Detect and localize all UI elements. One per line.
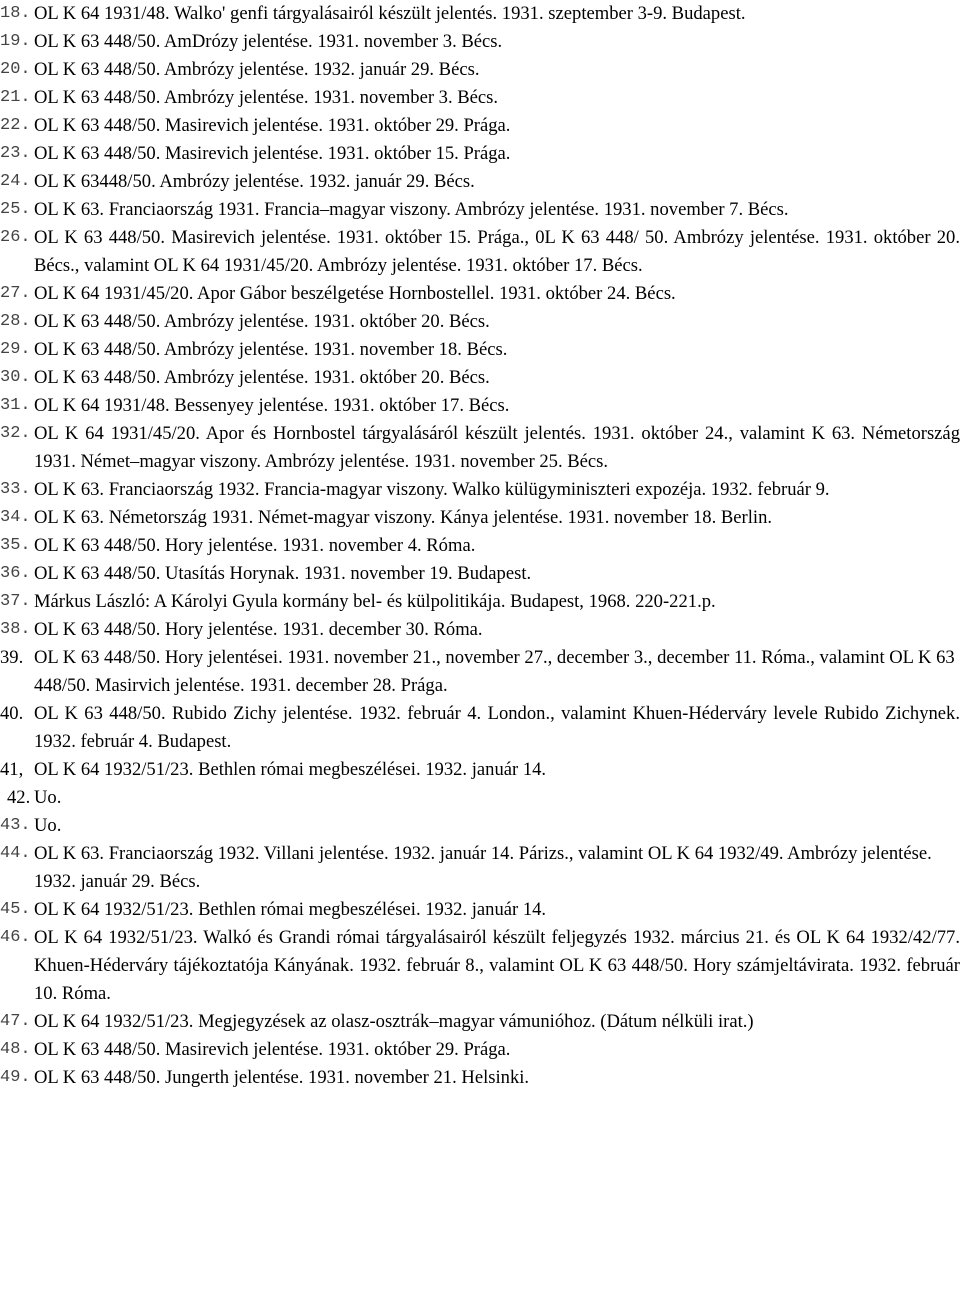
footnote-number: 45. xyxy=(0,900,31,919)
footnote-item xyxy=(0,560,960,588)
footnote-text: OL K 63 448/50. AmDrózy jelentése. 1931. november 3. Bécs. xyxy=(34,31,503,52)
footnote-item xyxy=(0,1064,960,1092)
footnote-number: 29. xyxy=(0,340,31,359)
footnote-number: 40. xyxy=(0,703,24,724)
footnote-item xyxy=(0,56,960,84)
footnote-number: 39. xyxy=(0,647,24,668)
footnote-number: 23. xyxy=(0,144,31,163)
footnote-text: OL K 63 448/50. Hory jelentése. 1931. december 30. Róma. xyxy=(34,619,483,640)
footnote-text: OL K 64 1932/51/23. Bethlen római megbeszélései. 1932. január 14. xyxy=(34,759,547,780)
footnote-number: 18. xyxy=(0,4,31,23)
footnote-number: 25. xyxy=(0,200,31,219)
footnote-item xyxy=(0,1008,960,1036)
footnote-item xyxy=(0,840,960,896)
footnote-item xyxy=(0,896,960,924)
footnote-text: OL K 63 448/50. Masirevich jelentése. 1931. október 29. Prága. xyxy=(34,115,511,136)
footnote-number: 20. xyxy=(0,60,31,79)
footnote-item xyxy=(0,588,960,616)
footnote-item xyxy=(0,504,960,532)
footnote-item xyxy=(0,224,960,280)
footnote-text: OL K 63. Franciaország 1931. Francia–magyar viszony. Ambrózy jelentése. 1931. november 7. Bécs. xyxy=(34,199,789,220)
footnote-text: OL K 63 448/50. Ambrózy jelentése. 1931. november 18. Bécs. xyxy=(34,339,508,360)
footnote-item xyxy=(0,420,960,476)
footnote-item xyxy=(0,280,960,308)
footnote-number: 21. xyxy=(0,88,31,107)
footnote-number: 28. xyxy=(0,312,31,331)
footnote-item xyxy=(0,812,960,840)
footnote-text: OL K 63448/50. Ambrózy jelentése. 1932. január 29. Bécs. xyxy=(34,171,475,192)
footnote-number: 46. xyxy=(0,928,31,947)
footnote-item xyxy=(0,140,960,168)
footnote-text: OL K 64 1932/51/23. Walkó és Grandi római tárgyalásairól készült feljegyzés 1932. március 21. és OL K 64 1932/42/77. Khuen-Héderváry tájékoztatója Kányának. 1932. február 8., valamint OL K 63 448/50. Hory számjeltávirata. 1932. február 10. Róma. xyxy=(34,927,960,1004)
footnote-text: OL K 63 448/50. Hory jelentései. 1931. november 21., november 27., december 3., december 11. Róma., valamint OL K 63 448/50. Masirvich jelentése. 1931. december 28. Prága. xyxy=(34,647,955,696)
footnote-item xyxy=(0,0,960,28)
footnote-text: OL K 63. Franciaország 1932. Francia-magyar viszony. Walko külügyminiszteri expozéja. 1932. február 9. xyxy=(34,479,830,500)
footnote-text: OL K 64 1931/48. Walko' genfi tárgyalásairól készült jelentés. 1931. szeptember 3-9. Budapest. xyxy=(34,3,746,24)
footnote-number: 33. xyxy=(0,480,31,499)
footnote-number: 44. xyxy=(0,844,31,863)
footnote-text: OL K 64 1931/48. Bessenyey jelentése. 1931. október 17. Bécs. xyxy=(34,395,510,416)
footnote-number: 30. xyxy=(0,368,31,387)
footnote-item xyxy=(0,700,960,756)
footnote-number: 34. xyxy=(0,508,31,527)
footnote-text: Uo. xyxy=(34,787,62,808)
footnote-text: OL K 63 448/50. Ambrózy jelentése. 1931. október 20. Bécs. xyxy=(34,367,490,388)
footnote-text: OL K 63 448/50. Hory jelentése. 1931. november 4. Róma. xyxy=(34,535,476,556)
footnote-number: 42. xyxy=(7,787,31,808)
footnote-number: 36. xyxy=(0,564,31,583)
footnote-item xyxy=(0,476,960,504)
footnote-text: OL K 64 1931/45/20. Apor Gábor beszélgetése Hornbostellel. 1931. október 24. Bécs. xyxy=(34,283,676,304)
footnote-item xyxy=(0,644,960,700)
footnote-number: 41, xyxy=(0,759,24,780)
footnote-number: 49. xyxy=(0,1068,31,1087)
footnote-number: 22. xyxy=(0,116,31,135)
footnote-item xyxy=(0,28,960,56)
footnote-number: 47. xyxy=(0,1012,31,1031)
footnote-text: OL K 63 448/50. Masirevich jelentése. 1931. október 15. Prága., 0L K 63 448/ 50. Ambrózy jelentése. 1931. október 20. Bécs., valamint OL K 64 1931/45/20. Ambrózy jelentése. 1931. október 17. Bécs. xyxy=(34,227,960,276)
footnote-item xyxy=(0,308,960,336)
footnote-item xyxy=(0,112,960,140)
footnote-item xyxy=(0,336,960,364)
footnote-number: 31. xyxy=(0,396,31,415)
footnote-number: 37. xyxy=(0,592,31,611)
footnote-item xyxy=(0,168,960,196)
footnote-text: OL K 63 448/50. Masirevich jelentése. 1931. október 29. Prága. xyxy=(34,1039,511,1060)
footnote-text: OL K 63 448/50. Utasítás Horynak. 1931. november 19. Budapest. xyxy=(34,563,532,584)
footnote-text: Uo. xyxy=(34,815,62,836)
footnote-item xyxy=(0,532,960,560)
footnote-item xyxy=(0,1036,960,1064)
footnote-number: 27. xyxy=(0,284,31,303)
footnote-item xyxy=(0,84,960,112)
footnote-item xyxy=(0,756,960,784)
footnote-item xyxy=(0,616,960,644)
footnote-item xyxy=(0,784,960,812)
footnote-item xyxy=(0,196,960,224)
footnote-number: 24. xyxy=(0,172,31,191)
footnote-text: OL K 63 448/50. Ambrózy jelentése. 1932. január 29. Bécs. xyxy=(34,59,480,80)
footnote-text: OL K 63 448/50. Ambrózy jelentése. 1931. október 20. Bécs. xyxy=(34,311,490,332)
footnote-number: 32. xyxy=(0,424,31,443)
footnote-item xyxy=(0,924,960,1008)
footnote-item xyxy=(0,392,960,420)
footnote-text: OL K 64 1932/51/23. Megjegyzések az olasz-osztrák–magyar vámunióhoz. (Dátum nélküli irat.) xyxy=(34,1011,754,1032)
footnote-number: 19. xyxy=(0,32,31,51)
footnote-item xyxy=(0,364,960,392)
footnote-text: OL K 63 448/50. Jungerth jelentése. 1931. november 21. Helsinki. xyxy=(34,1067,530,1088)
footnote-number: 38. xyxy=(0,620,31,639)
footnote-number: 26. xyxy=(0,228,31,247)
footnote-text: OL K 64 1931/45/20. Apor és Hornbostel tárgyalásáról készült jelentés. 1931. október 24., valamint K 63. Németország 1931. Német–magyar viszony. Ambrózy jelentése. 1931. november 25. Bécs. xyxy=(34,423,960,472)
footnote-number: 48. xyxy=(0,1040,31,1059)
footnote-text: OL K 63 448/50. Masirevich jelentése. 1931. október 15. Prága. xyxy=(34,143,511,164)
footnote-text: OL K 63 448/50. Ambrózy jelentése. 1931. november 3. Bécs. xyxy=(34,87,499,108)
footnote-text: Márkus László: A Károlyi Gyula kormány bel- és külpolitikája. Budapest, 1968. 220-221.p. xyxy=(34,591,716,612)
footnote-text: OL K 64 1932/51/23. Bethlen római megbeszélései. 1932. január 14. xyxy=(34,899,547,920)
footnote-number: 43. xyxy=(0,816,31,835)
footnote-text: OL K 63. Franciaország 1932. Villani jelentése. 1932. január 14. Párizs., valamint OL K 64 1932/49. Ambrózy jelentése. 1932. január 29. Bécs. xyxy=(34,843,932,892)
footnote-text: OL K 63. Németország 1931. Német-magyar viszony. Kánya jelentése. 1931. november 18. Berlin. xyxy=(34,507,773,528)
footnote-text: OL K 63 448/50. Rubido Zichy jelentése. 1932. február 4. London., valamint Khuen-Héderváry levele Rubido Zichynek. 1932. február 4. Budapest. xyxy=(34,703,960,752)
footnote-number: 35. xyxy=(0,536,31,555)
